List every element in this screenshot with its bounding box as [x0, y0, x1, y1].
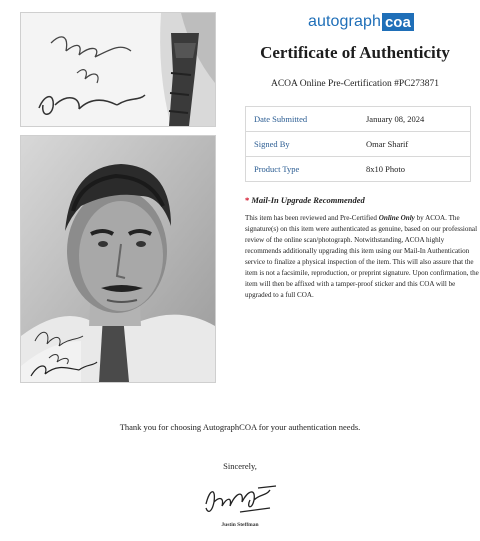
closing-text: Sincerely,	[223, 461, 257, 471]
detail-row-product-type	[246, 157, 471, 182]
notice-text-part: This item has been reviewed and Pre-Certified	[245, 214, 379, 222]
logo-text: autograph	[308, 13, 381, 30]
detail-label: Signed By	[246, 132, 359, 157]
online-only-emphasis: Online Only	[378, 214, 415, 222]
thank-you-text: Thank you for choosing AutographCOA for your authentication needs.	[119, 422, 361, 432]
asterisk-marker: *	[245, 195, 250, 205]
notice-paragraph	[245, 213, 479, 301]
handwritten-signature	[200, 482, 280, 525]
certificate-subtitle: ACOA Online Pre-Certification #PC273871	[270, 79, 440, 89]
autographcoa-logo	[308, 11, 414, 33]
detail-value: Omar Sharif	[358, 132, 471, 157]
detail-label: Product Type	[246, 157, 359, 182]
detail-row-signed-by	[246, 132, 471, 157]
certificate-title: Certificate of Authenticity	[260, 43, 450, 62]
notice-heading-prefix: Mail-In Upgrade	[251, 195, 312, 205]
mail-in-authentication-link[interactable]: Mail-In Authentication	[404, 247, 470, 255]
certificate-details-table	[245, 106, 471, 182]
notice-heading	[245, 195, 365, 205]
notice-heading-text	[251, 195, 364, 205]
detail-label: Date Submitted	[254, 114, 308, 124]
signer-name: Justin Steffman	[221, 522, 259, 528]
notice-text-part: by ACOA. The signature(s) on this item were authenticated as genuine, based on our professional review of the online scan/photograph. Notwithstanding, ACOA highly recommends additionally upgrading this item using our	[245, 214, 478, 255]
detail-row-date	[246, 107, 471, 132]
detail-value: January 08, 2024	[366, 114, 425, 124]
signature-closeup-photo	[20, 12, 216, 127]
detail-value: 8x10 Photo	[358, 157, 471, 182]
portrait-photo	[20, 135, 216, 383]
notice-text-part: service to finalize a physical inspection of the item. This will also assure that the item is not a facsimile, reproduction, or preprint signature. Upon confirmation, the item will then be affixed with a tamper-proof sticker and this COA will be upgraded to a full COA.	[245, 258, 479, 299]
logo-badge: coa	[382, 13, 414, 31]
notice-heading-emphasis: Recommended	[313, 195, 365, 205]
